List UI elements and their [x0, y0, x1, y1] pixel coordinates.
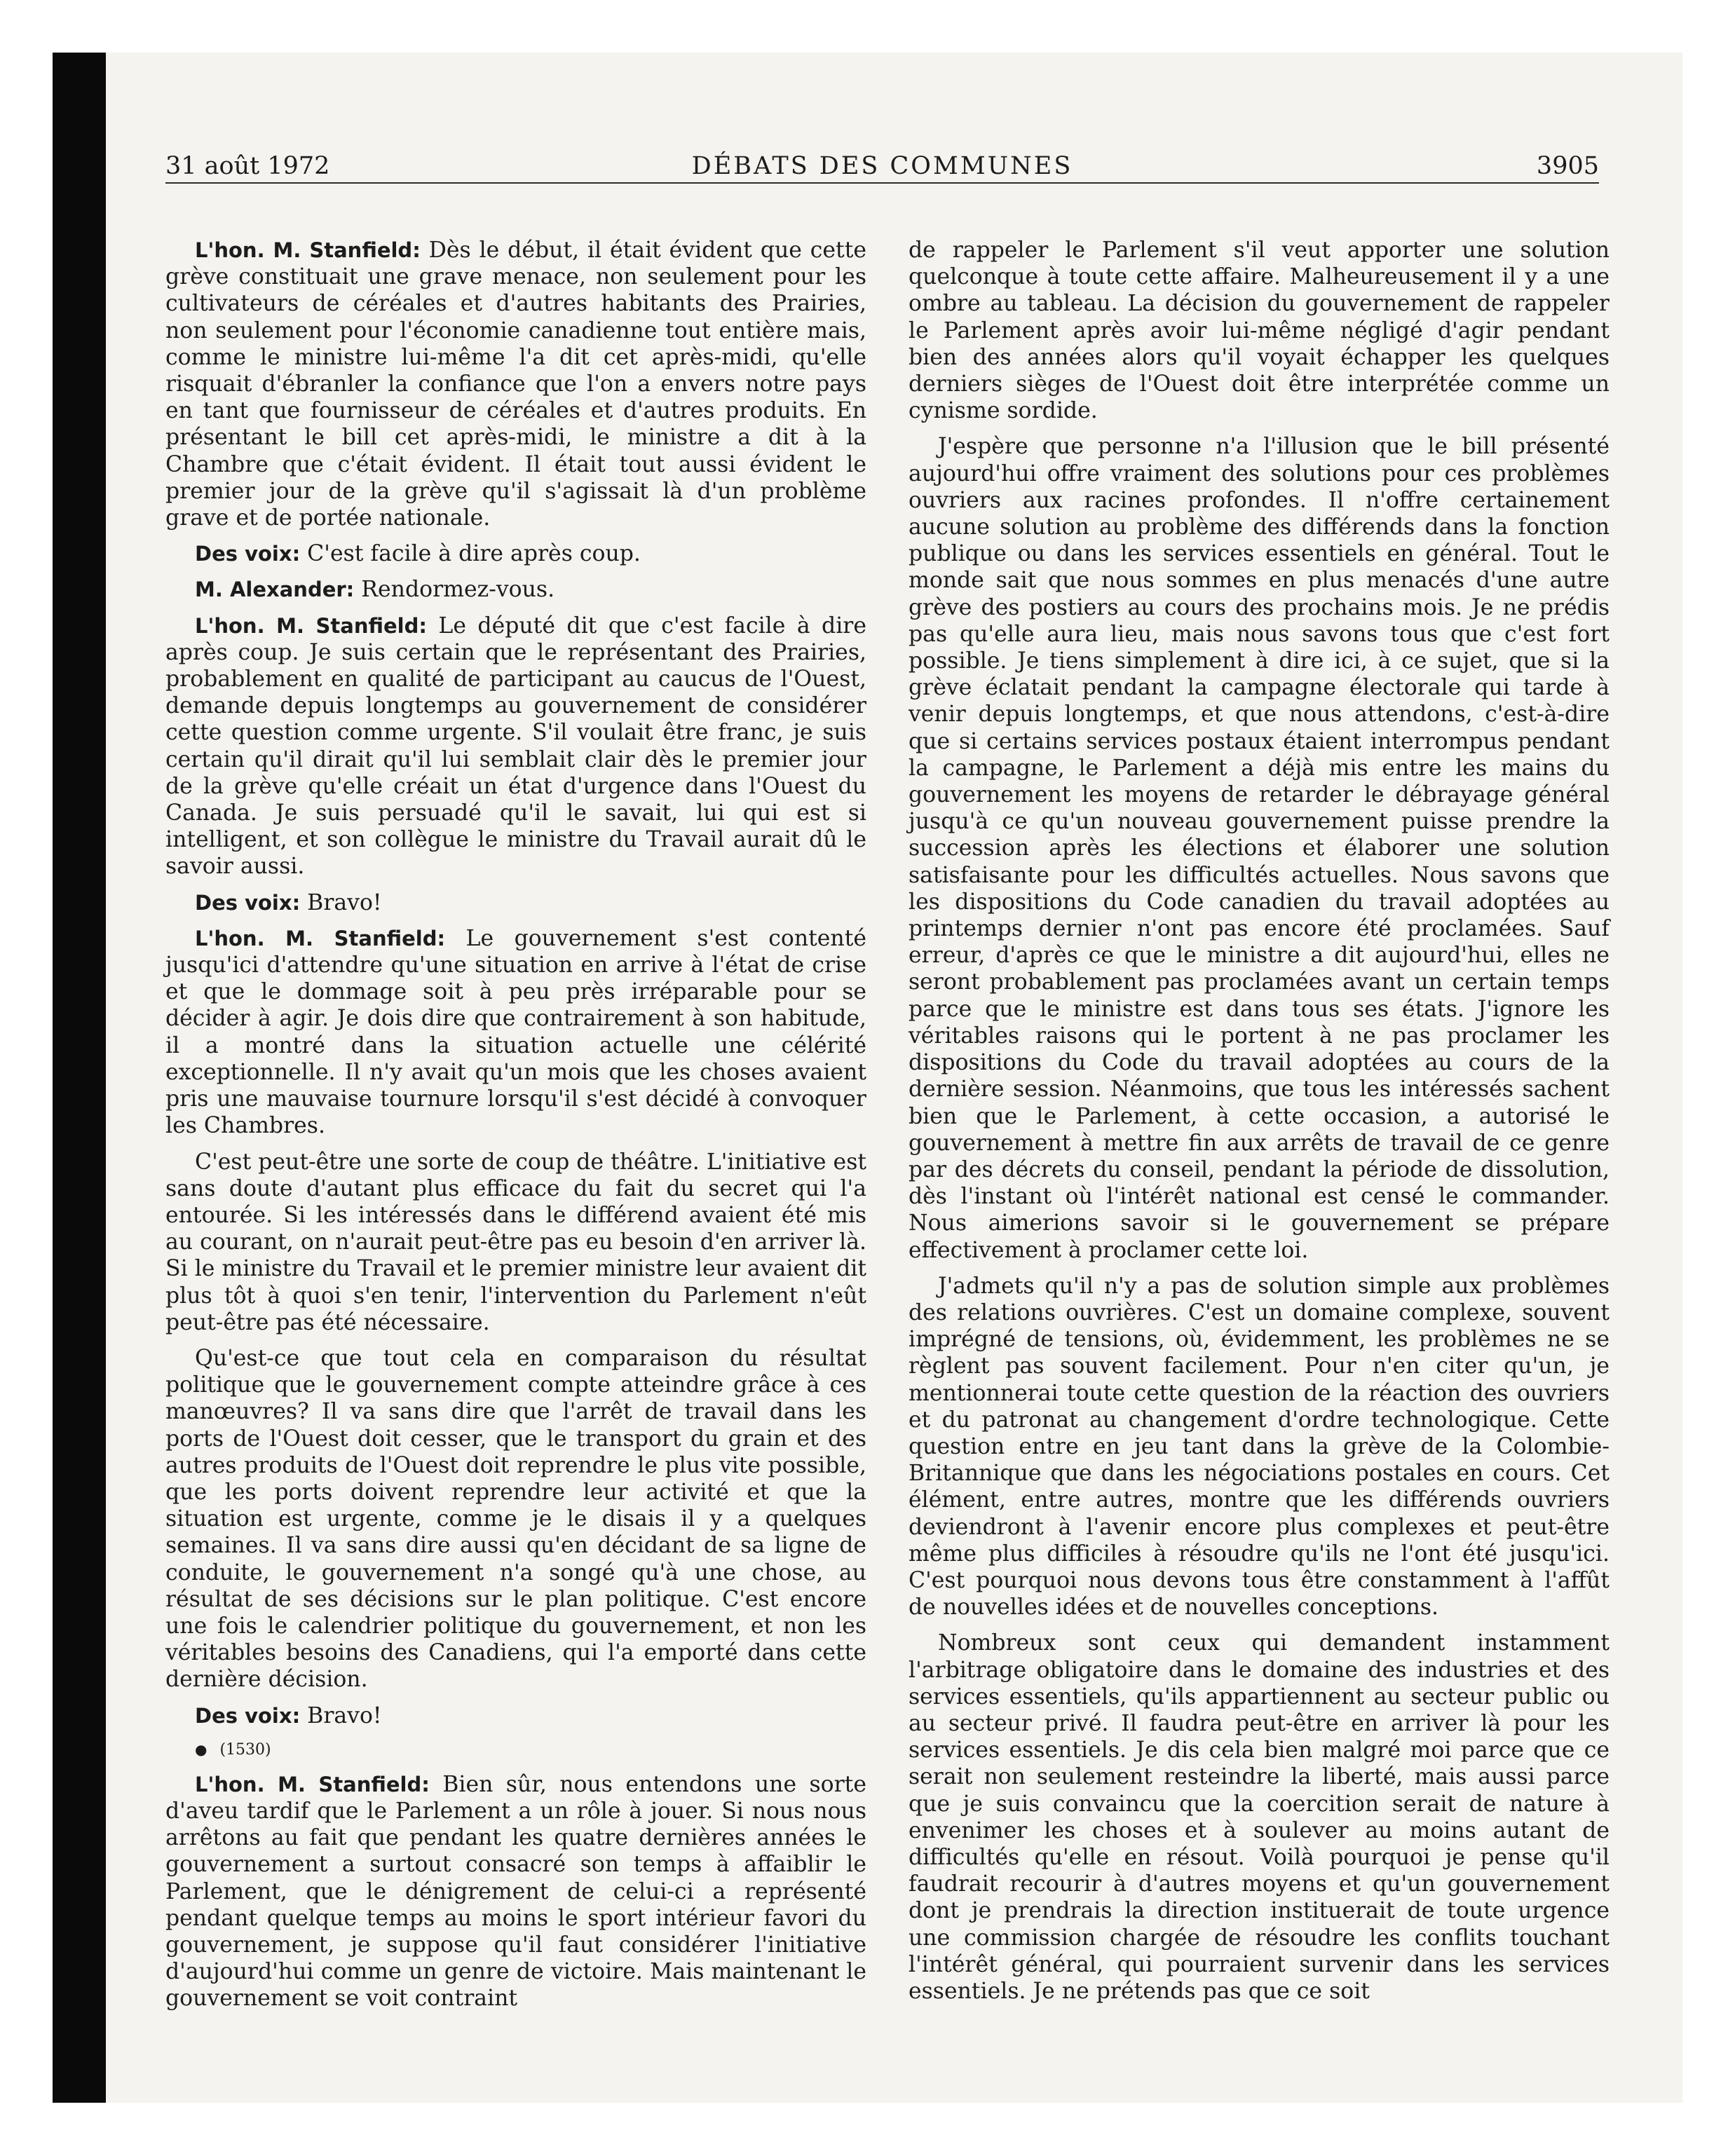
paragraph [165, 925, 866, 1140]
header-title: DÉBATS DES COMMUNES [691, 152, 1073, 180]
paragraph [165, 237, 866, 531]
paragraph-text: de rappeler le Parlement s'il veut apporter une solution quelconque à toute cette affaire. Malheureusement il y a une ombre au tableau. La décision du gouvernement de rappeler le Parlement après avoir lui-même négligé d'agir pendant bien des années alors qu'il voyait échapper les quelques derniers sièges de l'Ouest doit être interprétée comme un cynisme sordide. [909, 238, 1610, 424]
paragraph [165, 576, 866, 603]
speaker-name: Des voix: [195, 542, 301, 566]
paragraph-text: Dès le début, il était évident que cette grève constituait une grave menace, non seulement pour les cultivateurs de céréales et d'autres habitants des Prairies, non seulement pour l'économie canadienne tout entière mais, comme le ministre lui-même l'a dit cet après-midi, qu'elle risquait d'ébranler la confiance que l'on a envers notre pays en tant que fournisseur de céréales et d'autres produits. En présentant le bill cet après-midi, le ministre a dit à la Chambre que c'était évident. Il était tout aussi évident le premier jour de la grève qu'il s'agissait là d'un problème grave et de portée nationale. [165, 238, 866, 531]
scan-border [53, 53, 106, 2103]
paragraph [909, 1273, 1610, 1621]
speaker-name: Des voix: [195, 1703, 301, 1728]
time-marker [195, 1738, 866, 1761]
paragraph-text: J'admets qu'il n'y a pas de solution simple aux problèmes des relations ouvrières. C'est un domaine complexe, souvent imprégné de tensions, où, évidemment, les problèmes ne se règlent pas souvent facilement. Pour n'en citer qu'un, je mentionnerai toute cette question de la réaction des ouvriers et du patronat au changement d'ordre technologique. Cette question entre en jeu tant dans la grève de la Colombie-Britannique que dans les négociations postales en cours. Cet élément, entre autres, montre que les différends ouvriers deviendront à l'avenir encore plus complexes et peut-être même plus difficiles à résoudre qu'ils ne l'ont été jusqu'ici. C'est pourquoi nous devons tous être constamment à l'affût de nouvelles idées et de nouvelles conceptions. [909, 1273, 1610, 1621]
paragraph [165, 1345, 866, 1693]
right-column [909, 237, 1610, 2014]
paragraph [165, 1149, 866, 1336]
paragraph [165, 540, 866, 567]
left-paragraphs [165, 237, 866, 1729]
speaker-name: Des voix: [195, 890, 301, 915]
page-header [165, 149, 1599, 184]
speaker-name: L'hon. M. Stanfield: [195, 1772, 430, 1796]
right-paragraphs [909, 237, 1610, 2005]
left-column [165, 237, 866, 2021]
paragraph [165, 1771, 866, 2012]
paragraph-text: Nombreux sont ceux qui demandent instamment l'arbitrage obligatoire dans le domaine des industries et des services essentiels, qu'ils appartiennent au secteur public ou au secteur privé. Il faudra peut-être en arriver là pour les services essentiels. Je dis cela bien malgré moi parce que ce serait non seulement resteindre la liberté, mais aussi parce que je suis convaincu que la coercition serait de nature à envenimer les choses et à soulever au moins autant de difficultés qu'elle en résout. Voilà pourquoi je pense qu'il faudrait recourir à d'autres moyens et qu'un gouvernement dont je prendrais la direction instituerait de toute urgence une commission chargée de résoudre les conflits touchant l'intérêt général, qui pourraient survenir dans les services essentiels. Je ne prétends pas que ce soit [909, 1630, 1610, 2004]
paragraph [909, 1630, 1610, 2005]
header-date: 31 août 1972 [165, 152, 330, 180]
speaker-name: M. Alexander: [195, 578, 355, 602]
paragraph-text: Bravo! [300, 889, 382, 915]
paragraph-text: Rendormez-vous. [354, 577, 555, 603]
paragraph-text: J'espère que personne n'a l'illusion que le bill présenté aujourd'hui offre vraiment des solutions pour ces problèmes ouvriers aux racines profondes. Il n'offre certainement aucune solution au problème des différends dans la fonction publique ou dans les services essentiels en général. Tout le monde sait que nous sommes en plus menacés d'une autre grève des postiers au cours des prochains mois. Je ne prédis pas qu'elle aura lieu, mais nous savons tous que c'est fort possible. Je tiens simplement à dire ici, à ce sujet, que si la grève éclatait pendant la campagne électorale qui tarde à venir depuis longtemps, et que nous attendons, c'est-à-dire que si certains services postaux étaient interrompus pendant la campagne, le Parlement a déjà mis entre les mains du gouvernement les moyens de retarder le débrayage général jusqu'à ce qu'un nouveau gouvernement puisse prendre la succession après les élections et élaborer une solution satisfaisante pour les difficultés actuelles. Nous savons que les dispositions du Code canadien du travail adoptées au printemps dernier n'ont pas encore été proclamées. Sauf erreur, d'après ce que le ministre a dit aujourd'hui, elles ne seront probablement pas proclamées avant un certain temps parce que le ministre est dans tous ses états. J'ignore les véritables raisons qui le portent à ne pas proclamer les dispositions du Code du travail adoptées au cours de la dernière session. Néanmoins, que tous les intéressés sachent bien que le Parlement, à cette occasion, a autorisé le gouvernement à mettre fin aux arrêts de travail de ce genre par des décrets du conseil, pendant la période de dissolution, dès l'instant où l'intérêt national est censé le commander. Nous aimerions savoir si le gouvernement se prépare effectivement à proclamer cette loi. [909, 434, 1610, 1263]
speaker-name: L'hon. M. Stanfield: [195, 613, 427, 638]
paragraph-text: Qu'est-ce que tout cela en comparaison du résultat politique que le gouvernement compte atteindre grâce à ces manœuvres? Il va sans dire que l'arrêt de travail dans les ports de l'Ouest doit cesser, que le transport du grain et des autres produits de l'Ouest doit reprendre le plus vite possible, que les ports doivent reprendre leur activité et que la situation est urgente, comme je le disais il y a quelques semaines. Il va sans dire aussi qu'en décidant de sa ligne de conduite, le gouvernement n'a songé qu'à une chose, au résultat de ses décisions sur le plan politique. C'est encore une fois le calendrier politique du gouvernement, et non les véritables besoins des Canadiens, qui l'a emporté dans cette dernière décision. [165, 1345, 866, 1693]
paragraph-text: C'est peut-être une sorte de coup de théâtre. L'initiative est sans doute d'autant plus efficace du fait du secret qui l'a entourée. Si les intéressés dans le différend avaient été mis au courant, on n'aurait peut-être pas eu besoin d'en arriver là. Si le ministre du Travail et le premier ministre leur avaient dit plus tôt à quoi s'en tenir, l'intervention du Parlement n'eût peut-être pas été nécessaire. [165, 1149, 867, 1335]
paragraph-text: Le gouvernement s'est contenté jusqu'ici d'attendre qu'une situation en arrive à l'état de crise et que le dommage soit à peu près irréparable pour se décider à agir. Je dois dire que contrairement à son habitude, il a montré dans la situation actuelle une célérité exceptionnelle. Il n'y avait qu'un mois que les choses avaient pris une mauvaise tournure lorsqu'il s'est décidé à convoquer les Chambres. [165, 925, 866, 1139]
header-rule [165, 182, 1599, 184]
paragraph [165, 1703, 866, 1729]
paragraph [165, 613, 866, 880]
paragraph [165, 889, 866, 916]
paragraph-text: C'est facile à dire après coup. [300, 541, 641, 567]
paragraph [909, 237, 1610, 424]
paragraph-text: Bravo! [300, 1703, 382, 1728]
header-page-number: 3905 [1536, 152, 1599, 180]
paragraph-text: Le député dit que c'est facile à dire après coup. Je suis certain que le représentant des Prairies, probablement en qualité de participant au caucus de l'Ouest, demande depuis longtemps au gouvernement de considérer cette question comme urgente. S'il voulait être franc, je suis certain qu'il dirait qu'il lui semblait clair dès le premier jour de la grève qu'elle créait un état d'urgence dans l'Ouest du Canada. Je suis persuadé qu'il le savait, lui qui est si intelligent, et son collègue le ministre du Travail aurait dû le savoir aussi. [165, 613, 866, 880]
left-paragraphs-end [165, 1771, 866, 2012]
time-marker-text: (1530) [219, 1740, 271, 1759]
paragraph-text: Bien sûr, nous entendons une sorte d'aveu tardif que le Parlement a un rôle à jouer. Si nous nous arrêtons au fait que pendant les quatre dernières années le gouvernement a surtout consacré son temps à affaiblir le Parlement, que le dénigrement de celui-ci a représenté pendant quelque temps au moins le sport intérieur favori du gouvernement, je suppose qu'il faut considérer l'initiative d'aujourd'hui comme un genre de victoire. Mais maintenant le gouvernement se voit contraint [165, 1771, 866, 2012]
speaker-name: L'hon. M. Stanfield: [195, 238, 421, 262]
speaker-name: L'hon. M. Stanfield: [195, 926, 446, 950]
paragraph [909, 433, 1610, 1263]
bullet-icon: ● [195, 1740, 207, 1758]
